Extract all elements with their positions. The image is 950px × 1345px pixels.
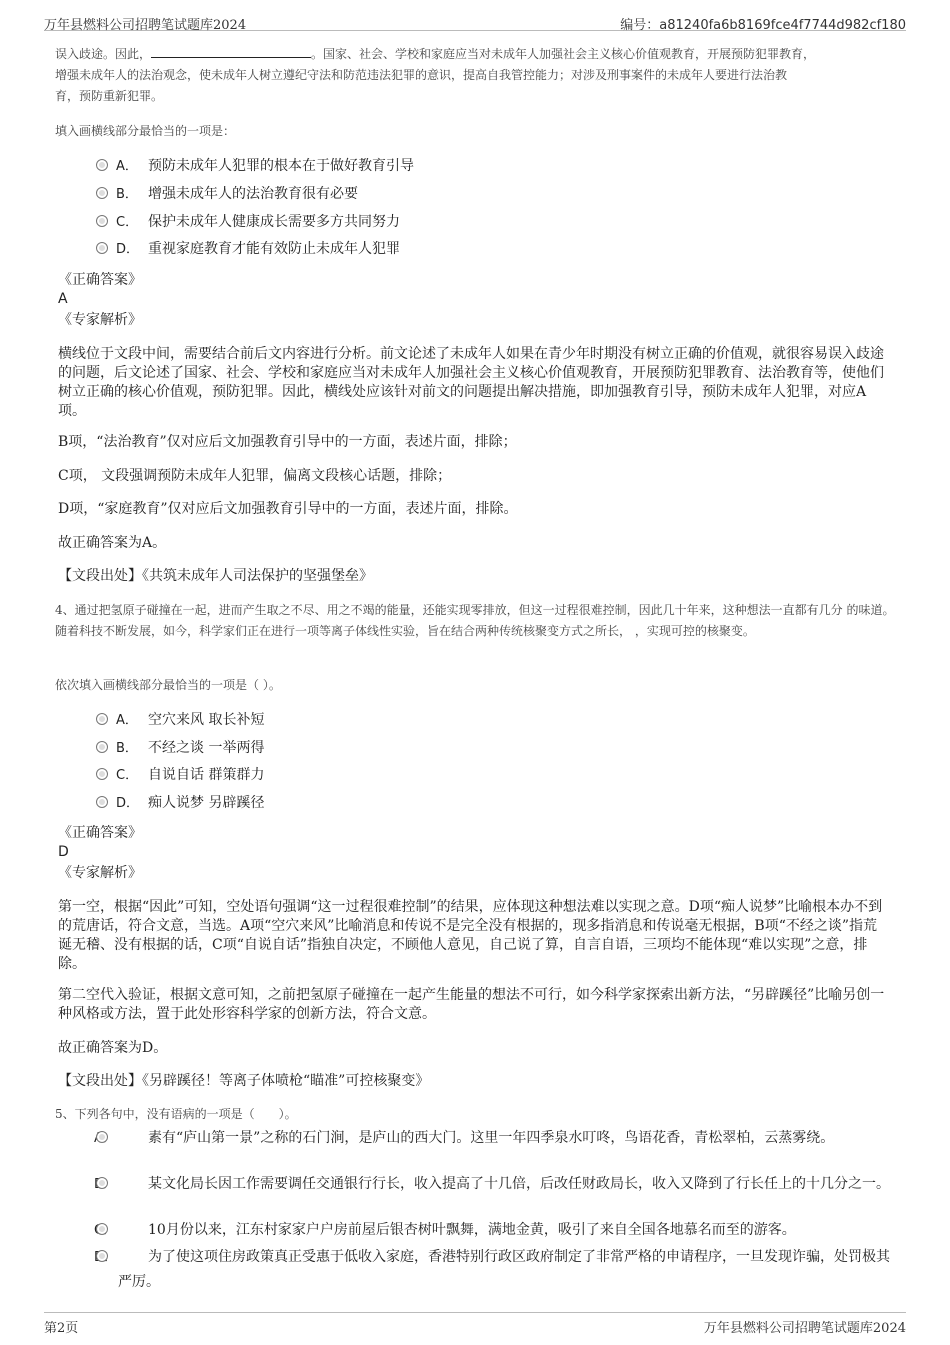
q3-source: 【文段出处】《共筑未成年人司法保护的坚强堡垒》 [58, 568, 373, 584]
option-letter: D． [94, 1250, 118, 1265]
q4-prompt: 依次填入画横线部分最恰当的一项是（ ）。 [55, 678, 281, 692]
q4-source: 【文段出处】《另辟蹊径！等离子体喷枪“瞄准”可控核聚变》 [58, 1073, 430, 1089]
q4-stem: 4、通过把氢原子碰撞在一起，进而产生取之不尽、用之不竭的能量，还能实现零排放，但这一过程很难控制，因此几十年来，这种想法一直都有几分 的味道。随着科技不断发展，如今，科学家们正在进行一项等离子体线性实验，旨在结合两种传统核聚变方式之所长， ，实现可控的核聚变。 [55, 603, 895, 638]
radio-icon[interactable] [96, 1223, 108, 1235]
passage-text: 育，预防重新犯罪。 [55, 89, 164, 103]
q3-analysis-d: D项，“家庭教育”仅对应后文加强教育引导中的一方面，表述片面，排除。 [58, 501, 518, 517]
option-letter: A． [94, 1131, 116, 1146]
fill-blank [151, 45, 311, 58]
passage-text: 。国家、社会、学校和家庭应当对未成年人加强社会主义核心价值观教育，开展预防犯罪教育， [311, 47, 816, 61]
q3-passage [55, 44, 905, 107]
option-text: 保护未成年人健康成长需要多方共同努力 [148, 214, 400, 230]
q5-option-c[interactable] [96, 1218, 895, 1243]
radio-icon[interactable] [96, 796, 108, 808]
q3-option-a[interactable] [96, 154, 895, 179]
option-text: 自说自话 群策群力 [148, 767, 265, 783]
option-text: 重视家庭教育才能有效防止未成年人犯罪 [148, 241, 400, 257]
option-text: 增强未成年人的法治教育很有必要 [148, 186, 358, 202]
q3-answer-label: 《正确答案》 [58, 272, 142, 288]
q3-analysis-label: 《专家解析》 [58, 312, 142, 328]
passage-text: 增强未成年人的法治观念，使未成年人树立遵纪守法和防范违法犯罪的意识，提高自我管控能力；对涉及刑事案件的未成年人要进行法治教 [55, 68, 788, 82]
radio-icon[interactable] [96, 242, 108, 254]
option-text: 10月份以来，江东村家家户户房前屋后银杏树叶飘舞，满地金黄，吸引了来自全国各地慕名而至的游客。 [148, 1222, 796, 1238]
header-title: 万年县燃料公司招聘笔试题库2024 [44, 18, 247, 33]
radio-icon[interactable] [96, 713, 108, 725]
q3-prompt: 填入画横线部分最恰当的一项是： [55, 124, 236, 138]
q3-analysis-paragraph: 横线位于文段中间，需要结合前后文内容进行分析。前文论述了未成年人如果在青少年时期没有树立正确的价值观，就很容易误入歧途的问题，后文论述了国家、社会、学校和家庭应当对未成年人加强社会主义核心价值观教育，开展预防犯罪教育、法治教育等，使他们树立正确的核心价值观，预防犯罪。因此，横线处应该针对前文的问题提出解决措施，即加强教育引导，预防未成年人犯罪，对应A项。 [58, 346, 884, 419]
radio-icon[interactable] [96, 187, 108, 199]
q3-option-d[interactable] [96, 237, 895, 262]
option-letter: C． [94, 1223, 117, 1238]
option-letter: B． [94, 1177, 116, 1192]
option-letter: D． [116, 796, 140, 811]
q4-option-a[interactable] [96, 708, 895, 733]
radio-icon[interactable] [96, 768, 108, 780]
radio-icon[interactable] [96, 741, 108, 753]
page-header [44, 10, 906, 31]
option-letter: B． [116, 741, 138, 756]
option-text: 为了使这项住房政策真正受惠于低收入家庭，香港特别行政区政府制定了非常严格的申请程序，一旦发现诈骗，处罚极其严厉。 [118, 1249, 890, 1290]
page-number: 第2页 [44, 1321, 79, 1336]
radio-icon[interactable] [96, 159, 108, 171]
q4-analysis-first-blank: 第一空，根据“因此”可知，空处语句强调“这一过程很难控制”的结果，应体现这种想法难以实现之意。D项“痴人说梦”比喻根本办不到的荒唐话，符合文意，当选。A项“空穴来风”比喻消息和传说不是完全没有根据的，现多指消息和传说毫无根据，B项“不经之谈”指荒诞无稽、没有根据的话，C项“自说自话”指独自决定，不顾他人意见，自己说了算，自言自语，三项均不能体现“难以实现”之意，排除。 [58, 899, 883, 972]
footer-title: 万年县燃料公司招聘笔试题库2024 [703, 1321, 906, 1336]
q5-option-d[interactable] [96, 1245, 895, 1295]
q3-option-c[interactable] [96, 210, 895, 235]
q3-analysis-c: C项， 文段强调预防未成年人犯罪，偏离文段核心话题，排除； [58, 468, 452, 484]
q5-option-a[interactable] [96, 1126, 895, 1151]
q4-conclusion: 故正确答案为D。 [58, 1040, 168, 1056]
q4-analysis-label: 《专家解析》 [58, 865, 142, 881]
option-letter: A． [116, 713, 138, 728]
option-text: 素有“庐山第一景”之称的石门涧，是庐山的西大门。这里一年四季泉水叮咚，鸟语花香，青松翠柏，云蒸雾绕。 [148, 1130, 835, 1146]
q3-conclusion: 故正确答案为A。 [58, 535, 167, 551]
q4-answer-label: 《正确答案》 [58, 825, 142, 841]
q4-option-d[interactable] [96, 791, 895, 816]
q4-answer: D [58, 844, 69, 860]
q3-analysis-b: B项，“法治教育”仅对应后文加强教育引导中的一方面，表述片面，排除； [58, 434, 517, 450]
option-letter: A． [116, 159, 138, 174]
option-text: 预防未成年人犯罪的根本在于做好教育引导 [148, 158, 414, 174]
page-footer [44, 1312, 906, 1336]
radio-icon[interactable] [96, 1177, 108, 1189]
option-text: 痴人说梦 另辟蹊径 [148, 795, 265, 811]
q5-stem: 5、下列各句中，没有语病的一项是（ ）。 [55, 1107, 297, 1121]
q3-option-b[interactable] [96, 182, 895, 207]
option-letter: C． [116, 768, 139, 783]
option-text: 空穴来风 取长补短 [148, 712, 265, 728]
q4-option-b[interactable] [96, 736, 895, 761]
option-letter: D． [116, 242, 140, 257]
passage-text: 误入歧途。因此， [55, 47, 152, 61]
option-letter: C． [116, 215, 139, 230]
option-text: 某文化局长因工作需要调任交通银行行长，收入提高了十几倍，后改任财政局长，收入又降到了行长任上的十几分之一。 [148, 1176, 890, 1192]
q4-option-c[interactable] [96, 763, 895, 788]
option-text: 不经之谈 一举两得 [148, 740, 265, 756]
radio-icon[interactable] [96, 1131, 108, 1143]
header-serial-number: 编号：a81240fa6b8169fce4f7744d982cf180 [620, 18, 906, 33]
q4-analysis-second-blank: 第二空代入验证，根据文意可知，之前把氢原子碰撞在一起产生能量的想法不可行，如今科学家探索出新方法，“另辟蹊径”比喻另创一种风格或方法，置于此处形容科学家的创新方法，符合文意。 [58, 987, 885, 1022]
q5-option-b[interactable] [96, 1172, 895, 1197]
option-letter: B． [116, 187, 138, 202]
radio-icon[interactable] [96, 215, 108, 227]
radio-icon[interactable] [96, 1250, 108, 1262]
q3-answer: A [58, 291, 68, 307]
